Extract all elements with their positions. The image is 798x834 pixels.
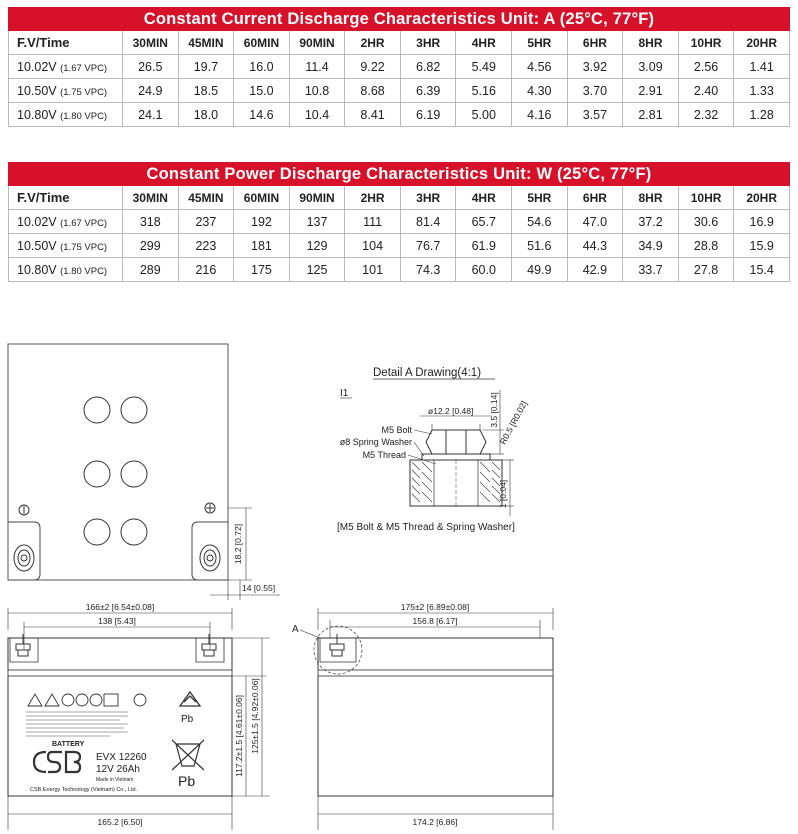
table-cell: 81.4	[400, 210, 456, 234]
safety-icons	[28, 694, 146, 706]
table-row	[9, 79, 790, 103]
voltage-cell	[9, 210, 123, 234]
vpc-value: (1.75 VPC)	[60, 241, 108, 253]
dim-base-length: 174.2 [6.86]	[412, 817, 458, 827]
column-header: 20HR	[734, 31, 790, 55]
current-discharge-table	[8, 7, 790, 127]
dim-terminal-spacing: 138 [5.43]	[98, 616, 136, 626]
table-cell: 4.56	[512, 55, 568, 79]
table-cell: 42.9	[567, 258, 623, 282]
vpc-value: (1.67 VPC)	[60, 62, 108, 74]
column-header: 5HR	[512, 186, 568, 210]
side-terminal	[330, 634, 344, 656]
label-bolt: M5 Bolt	[381, 425, 412, 435]
dim-head-height: 3.5 [0.14]	[489, 392, 499, 428]
table-cell: 223	[178, 234, 234, 258]
table-cell: 2.91	[623, 79, 679, 103]
dim-container-height: 117.2±1.5 [4.61±0.06]	[234, 695, 244, 777]
column-header: 4HR	[456, 31, 512, 55]
front-view	[8, 602, 270, 830]
label-thread: M5 Thread	[362, 450, 406, 460]
detail-ref-mark: I1	[340, 388, 349, 399]
table-cell: 181	[234, 234, 290, 258]
table-cell: 104	[345, 234, 401, 258]
minus-mark	[19, 505, 29, 515]
front-terminal-left	[16, 634, 30, 656]
table-cell: 175	[234, 258, 290, 282]
top-view	[8, 344, 280, 600]
negative-terminal	[14, 545, 34, 571]
power-table-title: Constant Power Discharge Characteristics Unit: W (25°C, 77°F)	[9, 163, 790, 186]
positive-terminal	[200, 545, 220, 571]
table-cell: 24.1	[123, 103, 179, 127]
manufacturer: CSB Energy Technology (Vietnam) Co., Ltd.	[30, 787, 138, 793]
voltage-cell	[9, 103, 123, 127]
table-cell: 299	[123, 234, 179, 258]
column-header: 3HR	[400, 31, 456, 55]
column-header: 20HR	[734, 186, 790, 210]
table-cell: 11.4	[289, 55, 345, 79]
table-cell: 5.16	[456, 79, 512, 103]
table-cell: 54.6	[512, 210, 568, 234]
table-cell: 26.5	[123, 55, 179, 79]
current-table-title: Constant Current Discharge Characteristics Unit: A (25°C, 77°F)	[9, 8, 790, 31]
table-cell: 9.22	[345, 55, 401, 79]
table-cell: 2.56	[678, 55, 734, 79]
table-cell: 76.7	[400, 234, 456, 258]
vpc-value: (1.80 VPC)	[60, 110, 108, 122]
column-header: 45MIN	[178, 186, 234, 210]
side-view	[292, 602, 553, 830]
dim-thread-depth: 1 [0.04]	[498, 479, 508, 509]
table-cell: 5.49	[456, 55, 512, 79]
table-cell: 129	[289, 234, 345, 258]
column-header-fv: F.V/Time	[9, 31, 123, 55]
column-header: 2HR	[345, 31, 401, 55]
table-cell: 4.16	[512, 103, 568, 127]
power-discharge-table	[8, 162, 790, 282]
table-row	[9, 234, 790, 258]
column-header: 60MIN	[234, 186, 290, 210]
rating: 12V 26Ah	[96, 764, 140, 775]
dim-terminal-height: 18.2 [0.72]	[233, 523, 243, 565]
bolt-head	[426, 430, 486, 454]
plus-mark	[205, 503, 215, 513]
detail-marker: A	[292, 624, 299, 635]
table-cell: 15.4	[734, 258, 790, 282]
final-voltage: 10.02V	[17, 214, 57, 229]
dim-head-width: ø12.2 [0.48]	[428, 406, 474, 416]
table-cell: 27.8	[678, 258, 734, 282]
table-cell: 8.41	[345, 103, 401, 127]
final-voltage: 10.50V	[17, 83, 57, 98]
table-cell: 3.70	[567, 79, 623, 103]
vpc-value: (1.80 VPC)	[60, 265, 108, 277]
detail-a	[337, 367, 529, 533]
column-header: 90MIN	[289, 31, 345, 55]
table-cell: 19.7	[178, 55, 234, 79]
final-voltage: 10.50V	[17, 238, 57, 253]
table-cell: 289	[123, 258, 179, 282]
table-cell: 2.32	[678, 103, 734, 127]
voltage-cell	[9, 79, 123, 103]
crossed-bin-icon	[172, 740, 204, 770]
table-cell: 16.9	[734, 210, 790, 234]
table-cell: 33.7	[623, 258, 679, 282]
made-in: Made in Vietnam	[96, 777, 134, 783]
table-cell: 61.9	[456, 234, 512, 258]
table-cell: 6.19	[400, 103, 456, 127]
table-cell: 65.7	[456, 210, 512, 234]
table-cell: 3.09	[623, 55, 679, 79]
table-cell: 60.0	[456, 258, 512, 282]
table-cell: 49.9	[512, 258, 568, 282]
table-row	[9, 55, 790, 79]
detail-caption: [M5 Bolt & M5 Thread & Spring Washer]	[337, 522, 515, 533]
recycle-icon	[180, 692, 200, 706]
table-cell: 34.9	[623, 234, 679, 258]
table-cell: 6.82	[400, 55, 456, 79]
column-header-fv: F.V/Time	[9, 186, 123, 210]
model: EVX 12260	[96, 752, 147, 763]
table-cell: 3.57	[567, 103, 623, 127]
table-cell: 37.2	[623, 210, 679, 234]
dim-overall-width: 166±2 [6.54±0.08]	[85, 602, 155, 612]
table-cell: 1.28	[734, 103, 790, 127]
column-header: 4HR	[456, 186, 512, 210]
voltage-cell	[9, 258, 123, 282]
table-cell: 44.3	[567, 234, 623, 258]
battery-word: BATTERY	[52, 741, 85, 748]
column-header: 30MIN	[123, 186, 179, 210]
table-cell: 74.3	[400, 258, 456, 282]
label-fine-print	[26, 712, 128, 736]
csb-logo-icon	[34, 752, 80, 772]
table-cell: 10.8	[289, 79, 345, 103]
vent-holes	[84, 397, 147, 545]
voltage-cell	[9, 55, 123, 79]
table-cell: 15.0	[234, 79, 290, 103]
table-cell: 4.30	[512, 79, 568, 103]
table-cell: 5.00	[456, 103, 512, 127]
column-header: 6HR	[567, 31, 623, 55]
column-header: 45MIN	[178, 31, 234, 55]
table-cell: 30.6	[678, 210, 734, 234]
dim-base-width: 165.2 [6.50]	[97, 817, 143, 827]
detail-title: Detail A Drawing(4:1)	[373, 367, 482, 379]
front-terminal-right	[202, 634, 216, 656]
table-cell: 18.0	[178, 103, 234, 127]
table-cell: 125	[289, 258, 345, 282]
table-cell: 318	[123, 210, 179, 234]
table-cell: 2.40	[678, 79, 734, 103]
voltage-cell	[9, 234, 123, 258]
table-row	[9, 103, 790, 127]
table-row	[9, 210, 790, 234]
table-cell: 3.92	[567, 55, 623, 79]
pb-label-top: Pb	[181, 714, 194, 725]
final-voltage: 10.80V	[17, 107, 57, 122]
table-cell: 15.9	[734, 234, 790, 258]
column-header: 8HR	[623, 186, 679, 210]
table-cell: 10.4	[289, 103, 345, 127]
vpc-value: (1.75 VPC)	[60, 86, 108, 98]
table-cell: 192	[234, 210, 290, 234]
column-header: 10HR	[678, 31, 734, 55]
table-cell: 101	[345, 258, 401, 282]
column-header: 10HR	[678, 186, 734, 210]
current-table-header	[9, 31, 790, 55]
dim-top-length: 156.8 [6.17]	[412, 616, 458, 626]
table-cell: 28.8	[678, 234, 734, 258]
column-header: 2HR	[345, 186, 401, 210]
table-cell: 6.39	[400, 79, 456, 103]
table-cell: 137	[289, 210, 345, 234]
dim-total-height: 125±1.5 [4.92±0.06]	[250, 678, 260, 754]
column-header: 8HR	[623, 31, 679, 55]
power-table-header	[9, 186, 790, 210]
table-cell: 24.9	[123, 79, 179, 103]
dimension-drawings	[0, 330, 798, 834]
table-cell: 51.6	[512, 234, 568, 258]
column-header: 30MIN	[123, 31, 179, 55]
table-cell: 237	[178, 210, 234, 234]
table-cell: 1.41	[734, 55, 790, 79]
table-cell: 16.0	[234, 55, 290, 79]
final-voltage: 10.80V	[17, 262, 57, 277]
column-header: 5HR	[512, 31, 568, 55]
final-voltage: 10.02V	[17, 59, 57, 74]
table-cell: 14.6	[234, 103, 290, 127]
column-header: 60MIN	[234, 31, 290, 55]
table-cell: 216	[178, 258, 234, 282]
table-cell: 1.33	[734, 79, 790, 103]
table-cell: 111	[345, 210, 401, 234]
dim-terminal-offset: 14 [0.55]	[242, 583, 276, 593]
column-header: 3HR	[400, 186, 456, 210]
column-header: 90MIN	[289, 186, 345, 210]
dim-radius: R0.5 [R0.02]	[497, 399, 529, 447]
table-row	[9, 258, 790, 282]
label-washer: ø8 Spring Washer	[339, 437, 412, 447]
dim-overall-length: 175±2 [6.89±0.08]	[400, 602, 470, 612]
table-cell: 47.0	[567, 210, 623, 234]
vpc-value: (1.67 VPC)	[60, 217, 108, 229]
table-cell: 18.5	[178, 79, 234, 103]
pb-label-bottom: Pb	[178, 773, 196, 789]
column-header: 6HR	[567, 186, 623, 210]
table-cell: 8.68	[345, 79, 401, 103]
table-cell: 2.81	[623, 103, 679, 127]
